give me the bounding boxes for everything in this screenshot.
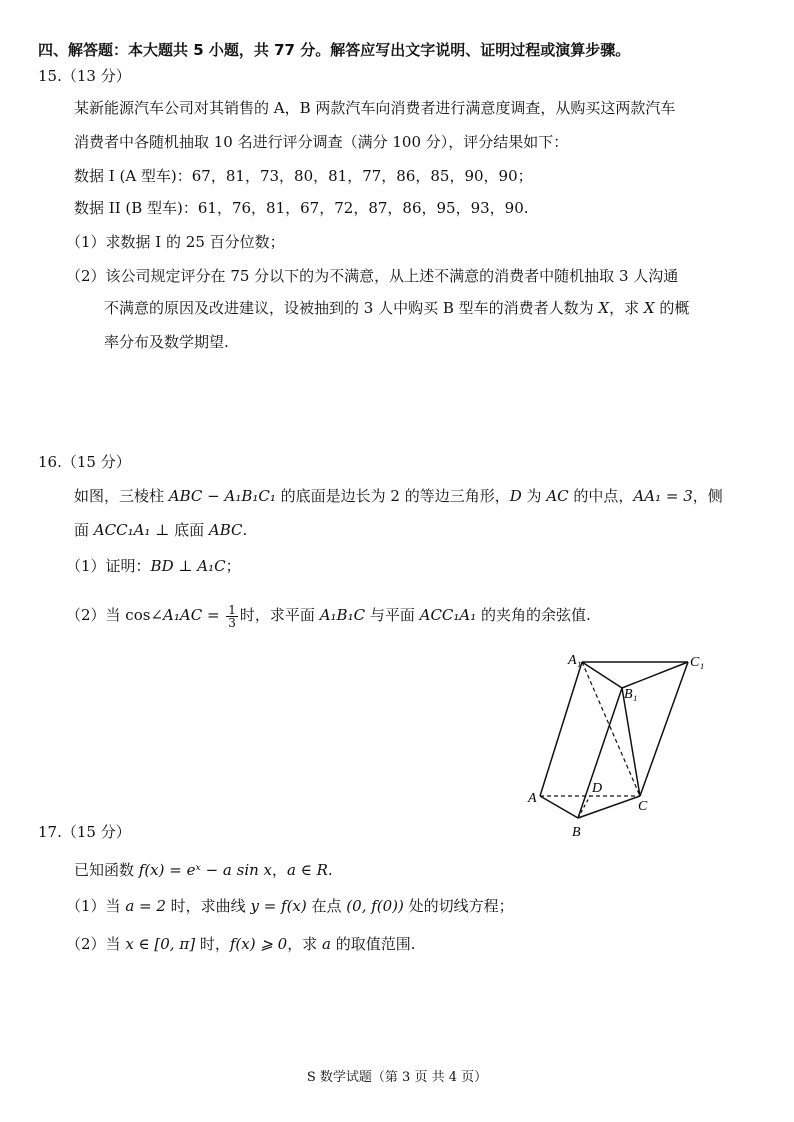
q16-stem-line1: 如图，三棱柱 ABC − A₁B₁C₁ 的底面是边长为 2 的等边三角形，D 为 AC 的中点，AA₁ = 3，侧 bbox=[74, 487, 723, 505]
q15-stem-line1: 某新能源汽车公司对其销售的 A，B 两款汽车向消费者进行满意度调查，从购买这两款汽车 bbox=[74, 99, 676, 117]
page-footer: S 数学试题（第 3 页 共 4 页） bbox=[306, 1070, 488, 1085]
edge-b-c bbox=[578, 796, 640, 818]
q16-part1: （1）证明：BD ⊥ A₁C； bbox=[66, 557, 241, 575]
q17-number: 17.（15 分） bbox=[38, 823, 131, 841]
q15-number: 15.（13 分） bbox=[38, 67, 131, 85]
q15-data-2: 数据 II (B 型车)：61，76，81，67，72，87，86，95，93，90. bbox=[74, 199, 529, 217]
prism-figure bbox=[520, 648, 720, 848]
q15-part2-line1: （2）该公司规定评分在 75 分以下的为不满意，从上述不满意的消费者中随机抽取 3 人沟通 bbox=[66, 267, 679, 285]
fraction-one-third: $\frac{1}{3}$ bbox=[228, 602, 236, 630]
label-b: B bbox=[572, 825, 581, 840]
section-heading: 四、解答题：本大题共 5 小题，共 77 分。解答应写出文字说明、证明过程或演算步骤。 bbox=[38, 41, 631, 59]
label-a: A bbox=[528, 791, 537, 806]
q16-part2: （2）当 cos∠A₁AC = $\frac{1}{3}$ 时，求平面 A₁B₁C 与平面 ACC₁A₁ 的夹角的余弦值. bbox=[66, 602, 591, 630]
q15-part2-line2: 不满意的原因及改进建议，设被抽到的 3 人中购买 B 型车的消费者人数为 X，求 X 的概 bbox=[104, 299, 690, 317]
label-c1: C₁ bbox=[690, 655, 705, 670]
edge-b1-c1 bbox=[622, 662, 688, 688]
edge-b1-c bbox=[622, 688, 640, 796]
q16-stem-line2: 面 ACC₁A₁ ⊥ 底面 ABC. bbox=[74, 521, 248, 539]
label-a1: A₁ bbox=[568, 653, 582, 668]
label-b1: B₁ bbox=[624, 687, 638, 702]
q15-part1: （1）求数据 I 的 25 百分位数； bbox=[66, 233, 285, 251]
q17-part1: （1）当 a = 2 时，求曲线 y = f(x) 在点 (0, f(0)) 处的切线方程； bbox=[66, 897, 514, 915]
edge-a1-a bbox=[540, 662, 582, 796]
q15-stem-line2: 消费者中各随机抽取 10 名进行评分调查（满分 100 分），评分结果如下： bbox=[74, 133, 569, 151]
edge-a-b bbox=[540, 796, 578, 818]
edge-c1-c bbox=[640, 662, 688, 796]
label-d: D bbox=[592, 781, 603, 796]
q17-stem: 已知函数 f(x) = eˣ − a sin x，a ∈ R. bbox=[74, 861, 333, 879]
label-c: C bbox=[638, 799, 648, 814]
edge-a1-c-hidden bbox=[582, 662, 640, 796]
q15-part2-line3: 率分布及数学期望. bbox=[104, 333, 229, 351]
edge-b1-b bbox=[578, 688, 622, 818]
q15-data-1: 数据 I (A 型车)：67，81，73，80，81，77，86，85，90，90； bbox=[74, 167, 533, 185]
q17-part2: （2）当 x ∈ [0, π] 时，f(x) ⩾ 0，求 a 的取值范围. bbox=[66, 935, 416, 953]
q16-number: 16.（15 分） bbox=[38, 453, 131, 471]
